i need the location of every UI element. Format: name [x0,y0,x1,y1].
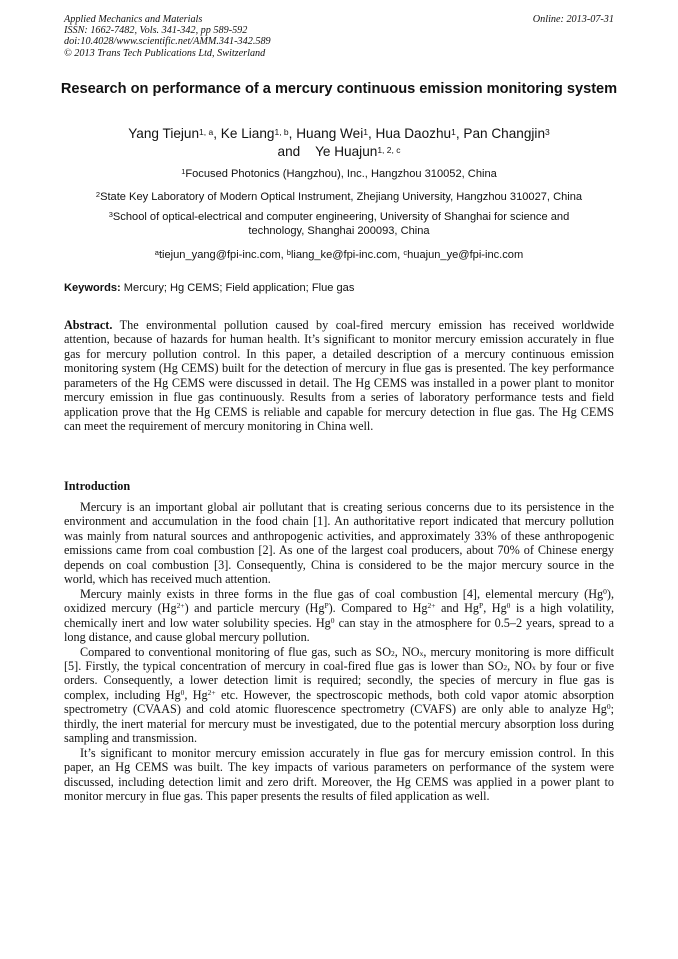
keywords-text: Mercury; Hg CEMS; Field application; Flue gas [120,282,355,294]
author-name: Pan Changjin [463,126,546,141]
email-address: tiejun_yang@fpi-inc.com, [158,249,284,261]
online-date: Online: 2013-07-31 [532,14,614,25]
paper-title: Research on performance of a mercury continuous emission monitoring system [60,81,618,97]
journal-name: Applied Mechanics and Materials [64,14,203,25]
affiliation-marker: 2 [95,190,101,199]
email-line [56,248,622,262]
email-address: huajun_ye@fpi-inc.com [407,249,524,261]
author-name: Hua Daozhu [375,126,452,141]
email-address: liang_ke@fpi-inc.com, [290,249,401,261]
introduction-body [64,500,614,804]
abstract-paragraph [64,318,614,434]
doi-line: doi:10.4028/www.scientific.net/AMM.341-342.589 [64,36,271,48]
abstract-text: The environmental pollution caused by coal-fired mercury emission has received worldwide attention, because of hazards for human health. It’s significant to monitor mercury emission accurately in flue gas for mercury pollution control. In this paper, a detailed description of a mercury continuous emission monitoring system (Hg CEMS) built for the detection of mercury in flue gas is presented. The key performance parameters of the Hg CEMS were discussed in detail. The Hg CEMS was installed in a power plant to monitor mercury emission in flue gas continuously. Results from a series of laboratory performance tests and field application prove that the Hg CEMS is reliable and capable for mercury detection in flue gas. The Hg CEMS can meet the requirement of mercury monitoring in China well. [64,318,614,434]
email-marker: b [286,248,291,257]
abstract-label: Abstract. [64,318,113,332]
affiliation-1 [56,167,622,181]
intro-paragraph: Mercury mainly exists in three forms in the flue gas of coal combustion [4], elemental mercury (Hg$^0$), oxidized mercury $(Hg^{2+})$ and particle mercury $(Hg^P)$. Compared to $Hg^{2+}$ and $Hg^P$, Hg$^0$ is a high volatility, chemically inert and low water solubility species. Hg$^0$ can stay in the atmosphere for 0.5–2 years, spread to a long distance, and cause global mercury pollution. [64,586,615,645]
affiliation-marker: 3 [108,210,113,219]
author-affil-marker: 1 [363,127,368,137]
author-affil-marker: 1, 2, c [377,145,401,155]
author-affil-marker: 1, a [199,127,214,137]
affiliation-text: State Key Laboratory of Modern Optical Instrument, Zhejiang University, Hangzhou 310027, China [100,191,583,203]
intro-paragraph: It’s significant to monitor mercury emission accurately in flue gas for mercury emission control. In this paper, an Hg CEMS was built. The key impacts of various parameters on performance of the system were discussed, including detection limit and zero drift. Moreover, the Hg CEMS was applied in a power plant to monitor mercury in flue gas. This paper presents the results of filed application as well. [64,745,614,804]
author-list: Yang Tiejun$^{1, a}$, Ke Liang$^{1, b}$, Huang Wei$^1$, Hua Daozhu$^1$, Pan Changjin$^3$ and Ye Huajun$^{1, 2, c}$ [128,126,550,159]
affiliation-text: School of optical-electrical and computer engineering, University of Shanghai for science and technology, Shanghai 200093, China [112,211,570,237]
author-affil-marker: 3 [545,127,550,137]
affiliation-text: Focused Photonics (Hangzhou), Inc., Hangzhou 310052, China [185,168,497,180]
affiliation-marker: 1 [181,167,186,176]
author-affil-marker: 1 [451,127,456,137]
affiliation-3 [82,210,596,238]
author-name: Ye Huajun [315,144,378,159]
section-heading-introduction: Introduction [64,479,131,493]
author-name: Huang Wei [296,126,364,141]
keywords-line [64,281,614,295]
intro-paragraph: Mercury is an important global air pollutant that is creating serious concerns due to its persistence in the environment and accumulation in the food chain [1]. An authoritative report indicated that mercury pollution was mainly from natural sources and anthropogenic activities, and approximately 33% of these anthropogenic emissions came from coal combustion [2]. As one of the largest coal producers, about 70% of Chinese energy depends on coal combustion [3]. Consequently, China is considered to be the major mercury source in the world, which has received much attention. [64,500,614,587]
journal-header [64,14,614,59]
author-name: Ke Liang [220,126,275,141]
intro-paragraph: Compared to conventional monitoring of flue gas, such as $SO_2$, $NO_x$, mercury monitoring is more difficult [5]. Firstly, the typical concentration of mercury in coal-fired flue gas is lower than $SO_2$, $NO_x$ by four or five orders. Consequently, a lower detection limit is required; secondly, the species of mercury in flue gas is complex, including Hg$^0$, $Hg^{2+}$ etc. However, the spectroscopic methods, both cold vapor atomic absorption spectrometry (CVAAS) and cold atomic fluorescence spectrometry (CVAFS) are only able to analyze Hg$^0$; thirdly, the inert material for mercury must be investigated, due to the potential mercury absorption loss during sampling and transmission. [64,644,615,746]
email-marker: a [154,248,159,257]
author-affil-marker: 1, b [274,127,289,137]
copyright-line: © 2013 Trans Tech Publications Ltd, Switzerland [64,47,266,59]
email-marker: c [403,248,408,257]
issn-line: ISSN: 1662-7482, Vols. 341-342, pp 589-592 [64,25,248,37]
author-conjunction: and [277,144,301,159]
keywords-label: Keywords: [64,282,121,294]
affiliation-2 [56,190,622,204]
author-name: Yang Tiejun [128,126,200,141]
